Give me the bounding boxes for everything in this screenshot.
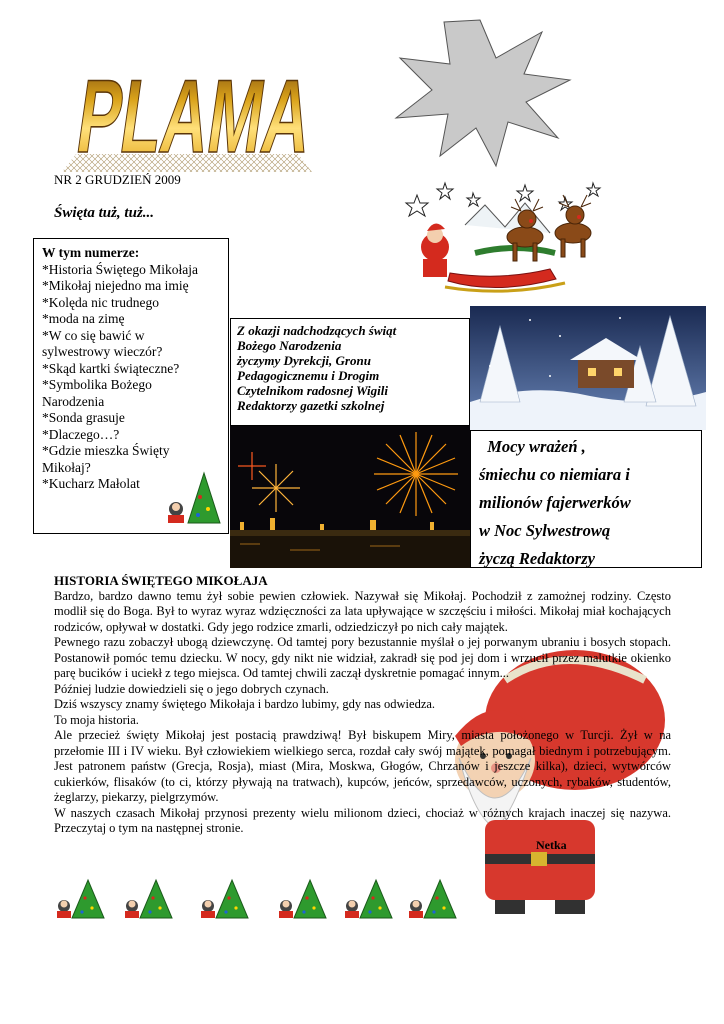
toc-item: *Dlaczego…? <box>42 426 120 442</box>
toc-item: *Sonda grasuje <box>42 410 125 425</box>
toc-item: *Mikołaj niejedno ma imię <box>42 278 189 293</box>
greeting-line: życzymy Dyrekcji, Gronu <box>237 353 371 368</box>
wish-line: milionów fajerwerków <box>479 493 631 512</box>
toc-item: *Kucharz Małolat <box>42 476 140 491</box>
christmas-tree-icon <box>276 878 330 922</box>
toc-item: *moda na zimę <box>42 311 125 326</box>
wish-line: śmiechu co niemiara i <box>479 465 630 484</box>
article-paragraph: Pewnego razu zobaczył ubogą dziewczynę. Od tamtej pory bezustannie myślał o jej porwanym ubraniu i bosych stopach. Postanowił pomóc temu dziecku. W nocy, gdy nikt nie widział, zakradł się pod jej dom i wrzucił przez malutkie okienko parę bucików i uciekł z tego miejsca. Od tamtej chwili zaczął dyskretnie pomagać innym... <box>54 635 671 680</box>
article-santa-history <box>54 573 671 837</box>
snowy-house-image <box>470 306 706 430</box>
christmas-tree-icon <box>54 878 108 922</box>
article-paragraph: W naszych czasach Mikołaj przynosi prezenty wielu milionom dzieci, chociaż w różnych krajach inaczej się nazywa. Przeczytaj o tym na następnej stronie. <box>54 805 671 835</box>
wish-line: w Noc Sylwestrową <box>479 521 611 540</box>
article-paragraph: Później ludzie dowiedzieli się o jego dobrych czynach. <box>54 681 329 696</box>
article-title: HISTORIA ŚWIĘTEGO MIKOŁAJA <box>54 573 268 588</box>
article-paragraph: Dziś wszyscy znamy świętego Mikołaja i bardzo lubimy, gdy nas odwiedza. <box>54 697 436 711</box>
article-author: Netka <box>536 838 567 852</box>
wish-line: Mocy wrażeń , <box>479 437 586 456</box>
article-paragraph: To moja historia. <box>54 712 139 727</box>
greeting-line: Bożego Narodzenia <box>237 338 342 353</box>
greeting-line: Redaktorzy gazetki szkolnej <box>237 398 385 413</box>
greeting-line: Czytelnikom radosnej Wigili <box>237 383 388 398</box>
wish-line: życzą Redaktorzy <box>479 549 595 568</box>
christmas-tree-icon <box>342 878 396 922</box>
toc-item: *W co się bawić w sylwestrowy wieczór? <box>42 327 163 359</box>
new-year-wishes <box>470 430 702 568</box>
starburst-shape <box>392 18 572 168</box>
toc-heading: W tym numerze: <box>42 245 140 260</box>
toc-item: *Historia Świętego Mikołaja <box>42 261 198 277</box>
article-paragraph: Bardzo, bardzo dawno temu żył sobie pewien człowiek. Nazywał się Mikołaj. Pochodził z zamożnej rodziny. Często modlił się do Boga. Był to wyraz wyraz wdzięczności za lata upływające w szczęściu i miłości. Mikołaj miał kochających rodziców, opływał w dostatki. Gdy jego rodzice zmarli, odziedziczył po nich cały majątek. <box>54 588 671 634</box>
greeting-line: Pedagogicznemu i Drogim <box>237 368 380 383</box>
christmas-tree-icon <box>198 878 252 922</box>
christmas-tree-icon <box>122 878 176 922</box>
christmas-tree-icon <box>406 878 460 922</box>
tagline: Święta tuż, tuż... <box>54 205 155 221</box>
santa-figure <box>421 223 449 277</box>
greeting-line: Z okazji nadchodzących świąt <box>237 323 397 338</box>
toc-item: *Kolęda nic trudnego <box>42 294 159 310</box>
reindeer-sleigh-image <box>405 175 610 305</box>
plama-logo <box>62 36 457 176</box>
toc-item: *Symbolika Bożego Narodzenia <box>42 377 152 409</box>
fireworks-image <box>230 426 470 568</box>
toc-item: *Skąd kartki świąteczne? <box>42 360 180 376</box>
logo-text: PLAMA <box>70 58 457 175</box>
christmas-tree-icon <box>164 469 224 529</box>
table-of-contents <box>33 238 229 534</box>
article-paragraph: Ale przecież święty Mikołaj jest postacią prawdziwą! Był biskupem Miry, miasta położonego w Turcji. Żył w na przełomie III i IV wieku. Był człowiekiem wielkiego serca, rozdał cały swój majątek, pomagał biednym i potrzebującym. Jest patronem państw (Grecja, Rosja), miast (Mira, Moskwa, Głogów, Chrzanów i jeszcze kilka), dzieci, wytwórców cukierków, flisaków (to ci, którzy pływają na tratwach), kupców, jeńców, sprzedawców, uczonych, rybaków, studentów, żeglarzy, piekarzy, pielgrzymów. <box>54 728 671 804</box>
toc-item: *Gdzie mieszka Święty Mikołaj? <box>42 443 170 475</box>
christmas-greeting <box>230 318 470 426</box>
issue-number: NR 2 GRUDZIEŃ 2009 <box>54 172 181 187</box>
